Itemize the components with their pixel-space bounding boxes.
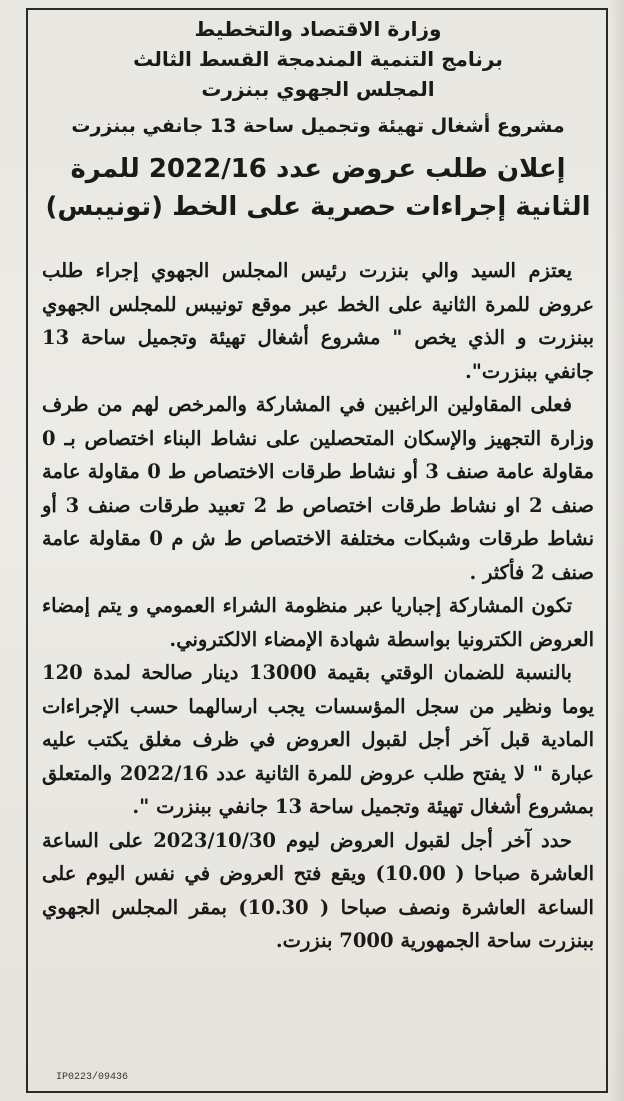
announcement-title: إعلان طلب عروض عدد 2022/16 للمرة الثانية إجراءات حصرية على الخط (تونيبس) <box>45 154 591 222</box>
notice-body <box>42 254 594 958</box>
paragraph-eligibility: فعلى المقاولين الراغبين في المشاركة والمرخص لهم من طرف وزارة التجهيز والإسكان المتحصلين على نشاط البناء اختصاص بـ 0 مقاولة عامة صنف 3 أو نشاط طرقات الاختصاص ط 0 مقاولة عامة صنف 2 او نشاط طرقات اختصاص ط 2 تعبيد طرقات صنف 3 أو نشاط طرقات وشبكات مختلفة الاختصاص ط ش م 0 مقاولة عامة صنف 2 فأكثر . <box>42 393 594 584</box>
council-name: المجلس الجهوي ببنزرت <box>201 77 435 101</box>
reference-code: IP0223/09436 <box>56 1072 129 1083</box>
ministry-name: وزارة الاقتصاد والتخطيط <box>194 17 442 41</box>
paragraph-guarantee: بالنسبة للضمان الوقتي بقيمة 13000 دينار صالحة لمدة 120 يوما ونظير من سجل المؤسسات يجب ارسالهما حسب الإجراءات المادية قبل آخر أجل لقبول العروض في ظرف مغلق يكتب عليه عبارة " لا يفتح طلب عروض للمرة الثانية عدد 2022/16 والمتعلق بمشروع أشغال تهيئة وتجميل ساحة 13 جانفي ببنزرت ". <box>42 661 594 818</box>
paragraph-intro: يعتزم السيد والي بنزرت رئيس المجلس الجهوي إجراء طلب عروض للمرة الثانية على الخط عبر موقع تونيبس للمجلس الجهوي ببنزرت و الذي يخص " مشروع أشغال تهيئة وتجميل ساحة 13 جانفي ببنزرت". <box>42 259 594 383</box>
paragraph-deadline: حدد آخر أجل لقبول العروض ليوم 2023/10/30 على الساعة العاشرة صباحا ( 10.00) ويقع فتح العروض في نفس اليوم على الساعة العاشرة ونصف صباحا ( 10.30) بمقر المجلس الجهوي ببنزرت ساحة الجمهورية 7000 بنزرت. <box>42 828 595 952</box>
paragraph-participation: تكون المشاركة إجباريا عبر منظومة الشراء العمومي و يتم إمضاء العروض الكترونيا بواسطة شهادة الإمضاء الالكتروني. <box>42 594 594 651</box>
notice-content <box>42 14 594 958</box>
page-shadow <box>610 0 624 1101</box>
program-name: برنامج التنمية المندمجة القسط الثالث <box>133 47 503 71</box>
project-line: مشروع أشغال تهيئة وتجميل ساحة 13 جانفي ببنزرت <box>71 115 565 137</box>
